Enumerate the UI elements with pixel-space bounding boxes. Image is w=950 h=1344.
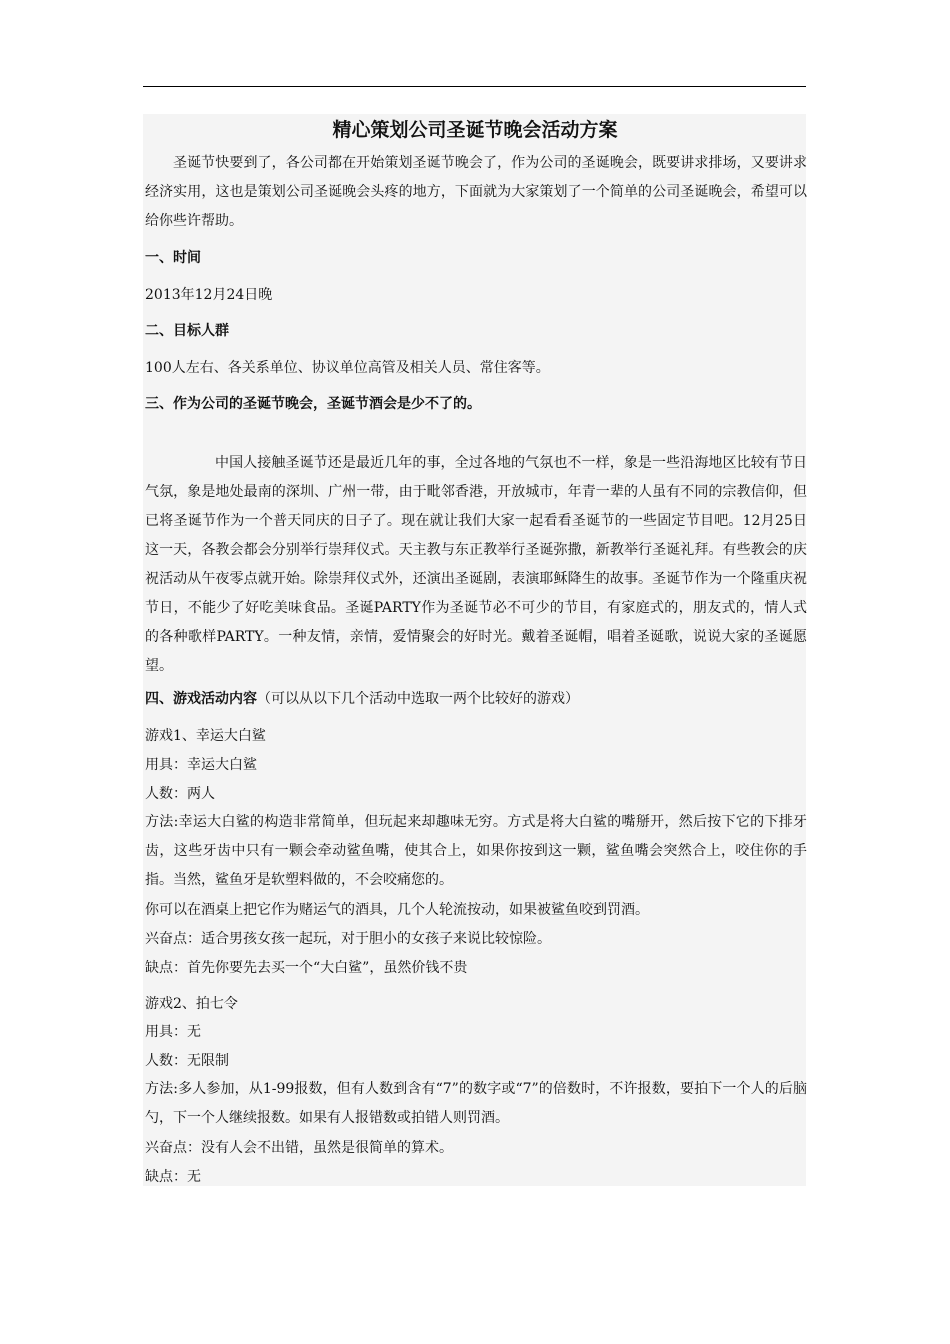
section-4-heading-line [145,689,807,709]
game-1-excite: 兴奋点：适合男孩女孩一起玩，对于胆小的女孩子来说比较惊险。 [145,931,551,947]
game-2-excite: 兴奋点：没有人会不出错，虽然是很简单的算术。 [145,1140,453,1156]
game-2-people: 人数：无限制 [145,1053,229,1069]
section-4-heading: 四、游戏活动内容 [145,691,257,707]
game-2-tools: 用具：无 [145,1024,201,1040]
section-3-heading: 三、作为公司的圣诞节晚会，圣诞节酒会是少不了的。 [145,396,481,412]
section-4-note: （可以从以下几个活动中选取一两个比较好的游戏） [257,691,579,707]
intro-paragraph: 圣诞节快要到了，各公司都在开始策划圣诞节晚会了，作为公司的圣诞晚会，既要讲求排场，又要讲求经济实用，这也是策划公司圣诞晚会头疼的地方，下面就为大家策划了一个简单的公司圣诞晚会，希望可以给你些许帮助。 [145,155,807,229]
game-1-title: 游戏1、幸运大白鲨 [145,728,266,744]
game-1-method: 方法:幸运大白鲨的构造非常简单，但玩起来却趣味无穷。方式是将大白鲨的嘴掰开，然后按下它的下排牙齿，这些牙齿中只有一颗会牵动鲨鱼嘴，使其合上，如果你按到这一颗，鲨鱼嘴会突然合上，咬住你的手指。当然，鲨鱼牙是软塑料做的，不会咬痛您的。 [145,814,807,888]
game-2-method: 方法:多人参加，从1-99报数，但有人数到含有“7”的数字或“7”的倍数时，不许报数，要拍下一个人的后脑勺，下一个人继续报数。如果有人报错数或拍错人则罚酒。 [145,1081,807,1126]
game-1-tools: 用具：幸运大白鲨 [145,757,257,773]
section-2-text: 100人左右、各关系单位、协议单位高管及相关人员、常住客等。 [145,360,550,376]
header-rule [143,86,806,87]
game-2-drawback: 缺点：无 [145,1169,201,1185]
section-1-heading: 一、时间 [145,250,201,266]
game-2-title: 游戏2、拍七令 [145,996,238,1012]
section-1-text: 2013年12月24日晚 [145,287,273,303]
game-1-extra: 你可以在酒桌上把它作为赌运气的酒具，几个人轮流按动，如果被鲨鱼咬到罚酒。 [145,902,649,918]
game-1-people: 人数：两人 [145,786,215,802]
game-1-drawback: 缺点：首先你要先去买一个“大白鲨”，虽然价钱不贵 [145,960,468,976]
document-title: 精心策划公司圣诞节晚会活动方案 [332,119,618,141]
section-2-heading: 二、目标人群 [145,323,229,339]
section-3-paragraph: 中国人接触圣诞节还是最近几年的事，全过各地的气氛也不一样，象是一些沿海地区比较有节日气氛，象是地处最南的深圳、广州一带，由于毗邻香港，开放城市，年青一辈的人虽有不同的宗教信仰，但已将圣诞节作为一个普天同庆的日子了。现在就让我们大家一起看看圣诞节的一些固定节目吧。12月25日这一天，各教会都会分别举行崇拜仪式。天主教与东正教举行圣诞弥撒，新教举行圣诞礼拜。有些教会的庆祝活动从午夜零点就开始。除崇拜仪式外，还演出圣诞剧，表演耶稣降生的故事。圣诞节作为一个隆重庆祝节日，不能少了好吃美味食品。圣诞PARTY作为圣诞节必不可少的节目，有家庭式的，朋友式的，情人式的各种歌样PARTY。一种友情，亲情，爱情聚会的好时光。戴着圣诞帽，唱着圣诞歌，说说大家的圣诞愿望。 [145,455,807,674]
